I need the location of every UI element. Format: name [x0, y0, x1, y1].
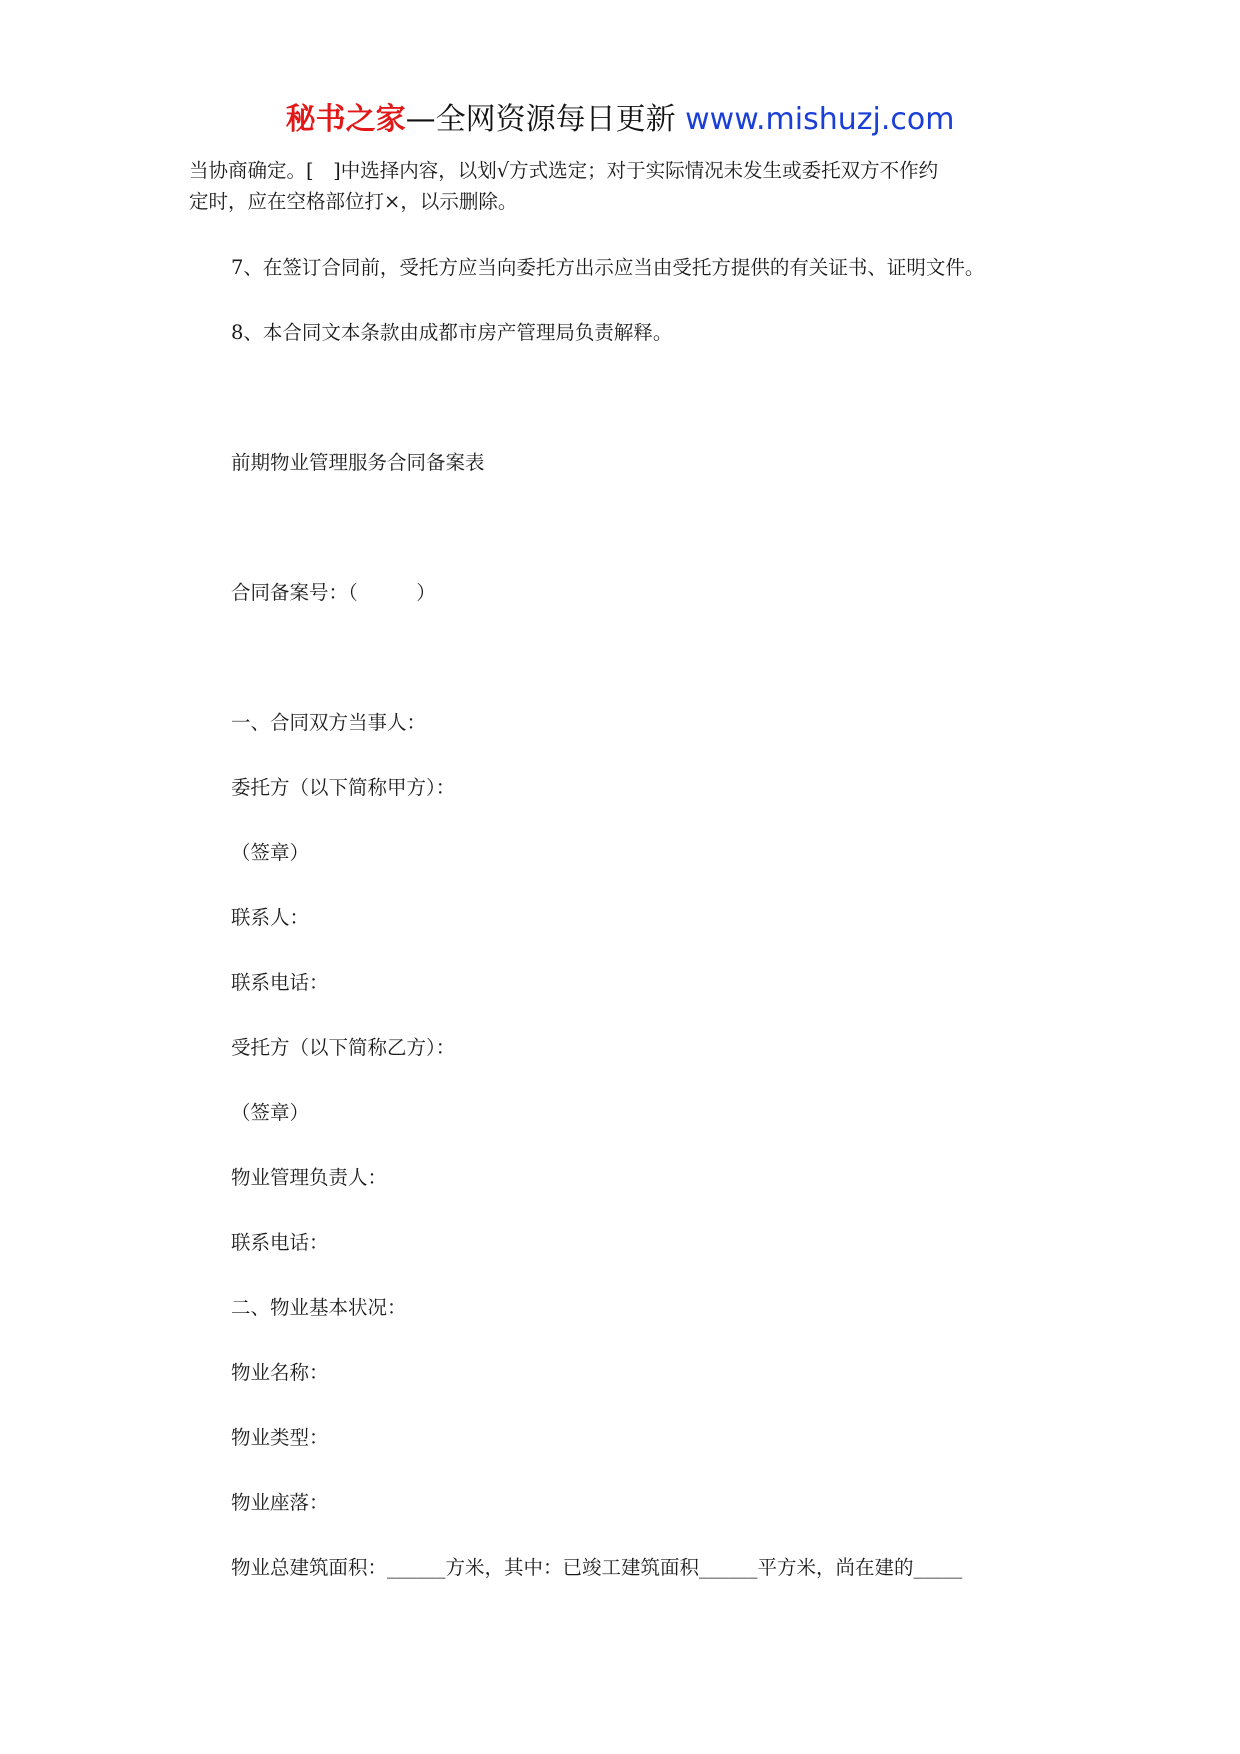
site-url-link[interactable]: www.mishuzj.com [685, 102, 955, 137]
filing-number-field: 合同备案号：（ ） [231, 581, 436, 604]
site-brand: 秘书之家 [285, 102, 406, 137]
party-a-contact: 联系人： [231, 906, 310, 929]
site-tagline: —全网资源每日更新 [405, 102, 676, 137]
clause-8: 8、本合同文本条款由成都市房产管理局负责解释。 [231, 321, 673, 344]
party-a-label: 委托方（以下简称甲方）： [231, 776, 456, 799]
party-a-seal: （签章） [231, 841, 310, 864]
property-total-area: 物业总建筑面积：______方米，其中：已竣工建筑面积______平方米，尚在建的_____ [231, 1556, 963, 1579]
party-b-manager: 物业管理负责人： [231, 1166, 388, 1189]
site-header-banner [0, 100, 1240, 140]
party-b-seal: （签章） [231, 1101, 310, 1124]
intro-line-2: 定时，应在空格部位打×，以示删除。 [189, 190, 518, 213]
form-title: 前期物业管理服务合同备案表 [231, 451, 485, 474]
party-a-phone: 联系电话： [231, 971, 329, 994]
party-b-label: 受托方（以下简称乙方）： [231, 1036, 456, 1059]
intro-line-1: 当协商确定。[ ]中选择内容，以划√方式选定；对于实际情况未发生或委托双方不作约 [189, 159, 939, 182]
section-heading-property: 二、物业基本状况： [231, 1296, 407, 1319]
property-name: 物业名称： [231, 1361, 329, 1384]
property-location: 物业座落： [231, 1491, 329, 1514]
party-b-phone: 联系电话： [231, 1231, 329, 1254]
property-type: 物业类型： [231, 1426, 329, 1449]
section-heading-parties: 一、合同双方当事人： [231, 711, 427, 734]
clause-7: 7、在签订合同前，受托方应当向委托方出示应当由受托方提供的有关证书、证明文件。 [231, 256, 985, 279]
